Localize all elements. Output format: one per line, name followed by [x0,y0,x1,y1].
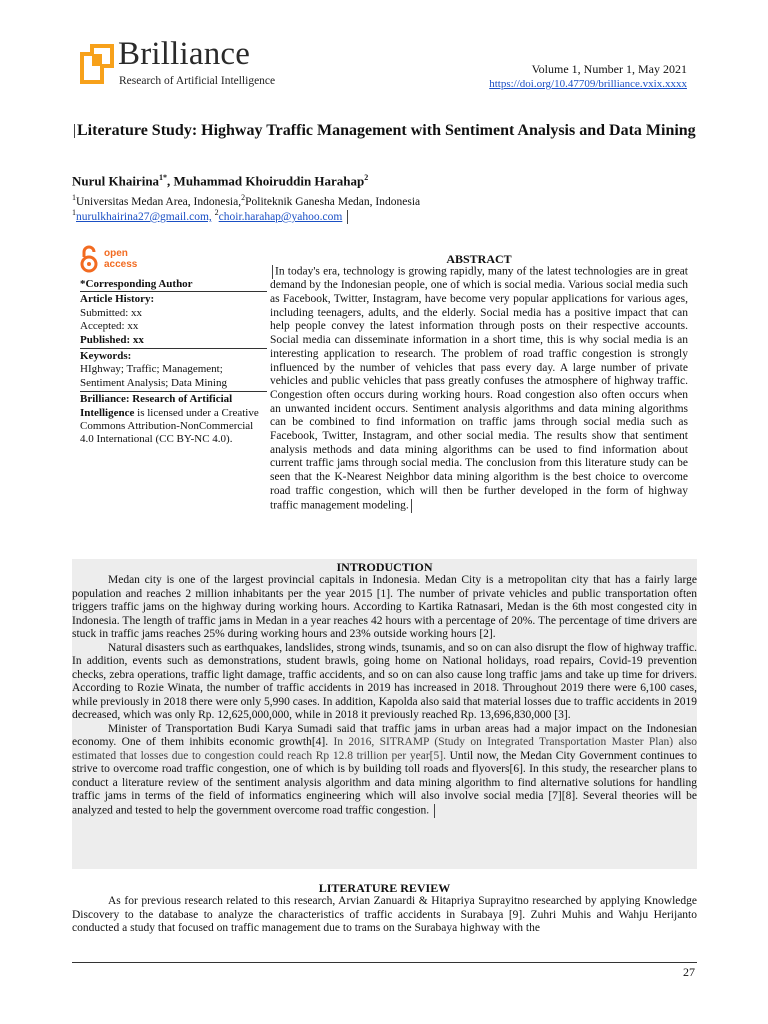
license-section: Brilliance: Research of Artificial Intelligence is licensed under a Creative Commons Attribution-NonCommercial 4.0 International (CC BY-NC 4.0). [80,391,267,448]
article-info-sidebar [80,241,267,448]
introduction-heading: INTRODUCTION [336,560,433,574]
volume-info: Volume 1, Number 1, May 2021 [531,62,687,76]
brilliance-logo-icon [80,44,114,84]
email-link-1[interactable]: nurulkhairina27@gmail.com, [76,210,212,223]
introduction-body [72,574,697,818]
author-2: Muhammad Khoiruddin Harahap [173,173,365,189]
email-link-2[interactable]: choir.harahap@yahoo.com [218,210,343,223]
article-history: Article History: Submitted: xx Accepted: xx Published: xx [80,291,267,348]
literature-review-heading: LITERATURE REVIEW [318,881,451,895]
footer-divider [72,962,697,963]
corresponding-author-label: *Corresponding Author [80,278,193,290]
open-access-badge: open access [80,241,267,277]
abstract-heading: ABSTRACT [446,252,512,266]
author-emails: $^1$nurulkhairina27@gmail.com, $^2$choir.harahap@yahoo.com [72,208,350,224]
author-1: Nurul Khairina [72,173,160,189]
page-number: 27 [683,965,695,979]
literature-paragraph-1: As for previous research related to this research, Arvian Zanuardi & Hitapriya Suprayitno researched by applying Knowledge Discovery to the database to analyze the characteristics of traffic accidents in Surabaya [9]. Zuhri Muhis and Wahju Herijanto conducted a study that focused on traffic management due to trams on the Surabaya highway with the [72,895,697,935]
keywords-section: Keywords: HIghway; Traffic; Management; Sentiment Analysis; Data Mining [80,348,267,391]
doi-link[interactable]: https://doi.org/10.47709/brilliance.vxix.xxxx [489,78,687,90]
author-line: Nurul Khairina$^{1*}$, Muhammad Khoiruddin Harahap$^2$ [72,173,369,189]
paper-title: Literature Study: Highway Traffic Management with Sentiment Analysis and Data Mining [72,120,697,141]
journal-subtitle: Research of Artificial Intelligence [119,75,276,87]
abstract-text: In today's era, technology is growing rapidly, many of the latest technologies are in great demand by the Indonesian people, one of which is social media. Various social media such as Facebook, Twitter, Instagram, have become very popular applications for various ages, including teenagers, adults, and the elderly. Social media has a positive impact that can help people convey the latest information through posts on their respective accounts. Social media can disseminate information in a short time, this is why social media is an interesting application to research. The problem of road traffic congestion is strongly influenced by the number of vehicles that pass every day. A large number of private vehicles and public vehicles that pass greatly confuses the atmosphere of highway traffic. Congestion often occurs during working hours. Road congestion also often occurs when an unwanted incident occurs. Sentiment analysis algorithms and data mining algorithms can be combined to find information on traffic jams through social media such as Facebook, Twitter, Instagram, and other social media. The results show that sentiment analysis methods and data mining algorithms can be used to find information about current traffic jams through social media. The conclusion from this literature study can be seen that the K-Nearest Neighbor data mining algorithm is the best choice to overcome road traffic congestion, which will then be further developed in the form of highway traffic management modeling. [270,265,688,512]
intro-paragraph-2: Natural disasters such as earthquakes, landslides, strong winds, tsunamis, and so on can also disrupt the flow of highway traffic. In addition, events such as demonstrations, student brawls, going home on National holidays, road repairs, Covid-19 prevention checks, zebra operations, traffic light damage, traffic accidents, and so on can also cause long traffic jams and take up time for drivers. According to Rozie Winata, the number of traffic accidents in 2019 has increased in 2018. Throughout 2019 there were 6,100 cases, while previously in 2018 there were only 5,990 cases. In addition, Kapolda also said that material losses due to traffic accidents in 2019 decreased, which was only Rp. 12,625,000,000, while in 2018 it previously reached Rp. 13,696,830,000 [3]. [72,641,697,721]
journal-brand-name: Brilliance [118,36,251,72]
literature-review-body [72,895,697,936]
affiliations: $^1$Universitas Medan Area, Indonesia,$^2$Politeknik Ganesha Medan, Indonesia [72,193,421,208]
intro-paragraph-1: Medan city is one of the largest provincial capitals in Indonesia. Medan City is a metropolitan city that has a fairly large population and reaches 2 million inhabitants per the year 2015 [1]. The number of private vehicles and public transportation often triggers traffic jams on the highway during working hours. According to Kartika Ratnasari, Medan is the 6th most congested city in Indonesia. The length of traffic jams in Medan in a year reaches 42 hours with a percentage of 20%. The percentage of time drivers are stuck in traffic jams reaches 25% during working hours and 23% outside working hours [2]. [72,574,697,640]
intro-paragraph-3: Minister of Transportation Budi Karya Sumadi said that traffic jams in urban areas had a major impact on the Indonesian economy. One of them inhibits economic growth[4]. In 2016, SITRAMP (Study on Integrated Transportation Master Plan) also estimated that losses due to congestion could reach Rp 12.8 trillion per year[5]. Until now, the Medan City Government continues to strive to overcome road traffic congestion, one of which is by building toll roads and flyovers[6]. In this study, the researcher plans to conduct a literature review of the sentiment analysis algorithm and data mining algorithm to find alternative solutions for handling traffic jams in terms of the field of informatics engineering which will also involve social media [7][8]. Several theories will be analyzed and tested to help the government overcome road traffic congestion. [72,722,698,817]
open-access-lock-icon [80,244,98,274]
